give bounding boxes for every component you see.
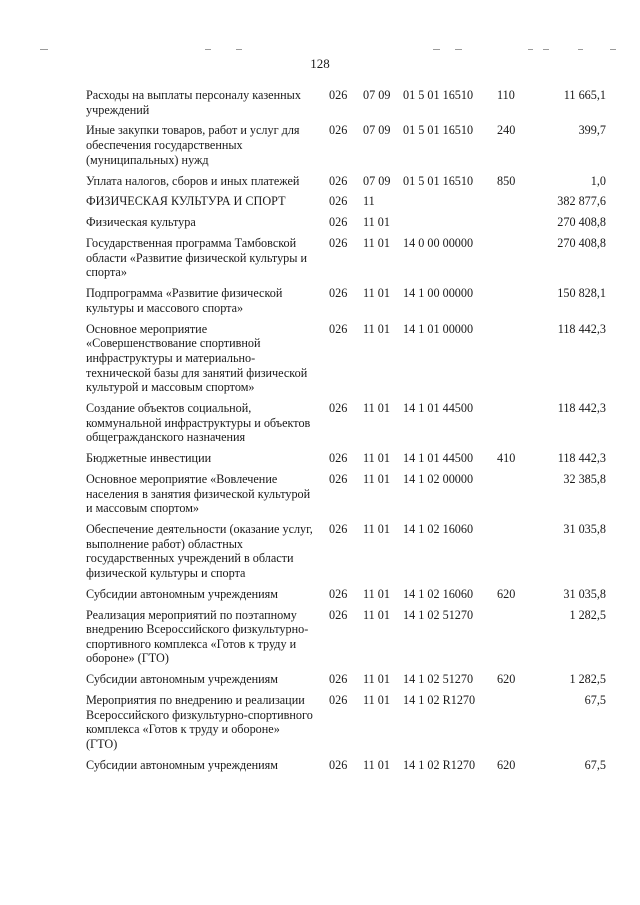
section-code: 11 01 [363, 586, 390, 601]
ministry-code: 026 [329, 451, 348, 466]
section-code: 11 01 [363, 236, 390, 251]
row-name: Субсидии автономным учреждениям [86, 757, 278, 772]
amount: 150 828,1 [557, 286, 606, 301]
scan-mark [528, 49, 533, 50]
section-code: 11 01 [363, 401, 390, 416]
expense-type-code: 410 [497, 451, 516, 466]
ministry-code: 026 [329, 607, 348, 622]
section-code: 11 01 [363, 215, 390, 230]
row-name: Государственная программа Тамбовской области «Развитие физической культуры и спорта» [86, 236, 308, 280]
section-code: 11 01 [363, 757, 390, 772]
ministry-code: 026 [329, 194, 348, 209]
article-code: 14 1 01 00000 [403, 321, 474, 336]
article-code: 14 1 02 16060 [403, 522, 474, 537]
article-code: 01 5 01 16510 [403, 88, 474, 102]
ministry-code: 026 [329, 321, 348, 336]
ministry-code: 026 [329, 173, 348, 188]
amount: 1,0 [590, 173, 606, 188]
article-code: 14 1 02 00000 [403, 472, 474, 487]
section-code: 11 01 [363, 472, 390, 487]
section-code: 11 01 [363, 451, 390, 466]
article-code: 14 1 02 51270 [403, 672, 474, 687]
amount: 67,5 [584, 693, 606, 708]
table-row [86, 451, 606, 466]
table-row [86, 286, 606, 315]
amount: 399,7 [578, 123, 606, 138]
ministry-code: 026 [329, 123, 348, 138]
row-name: Субсидии автономным учреждениям [86, 672, 278, 687]
amount: 1 282,5 [569, 672, 606, 687]
row-name: Обеспечение деятельности (оказание услуг, выполнение работ) областных государственных учреждений в области физической культуры и спорта [86, 522, 313, 580]
section-code: 07 09 [363, 123, 391, 138]
ministry-code: 026 [329, 401, 348, 416]
table-row [86, 401, 606, 445]
row-name: Физическая культура [86, 215, 196, 230]
article-code: 14 1 00 00000 [403, 286, 474, 301]
row-name: Бюджетные инвестиции [86, 451, 212, 466]
scan-mark [455, 49, 462, 50]
ministry-code: 026 [329, 88, 348, 102]
expense-type-code: 240 [497, 123, 516, 138]
article-code: 14 1 02 51270 [403, 607, 474, 622]
amount: 1 282,5 [569, 607, 606, 622]
table-row [86, 236, 606, 280]
section-code: 07 09 [363, 88, 391, 102]
expense-type-code: 850 [497, 173, 516, 188]
expense-type-code: 620 [497, 672, 516, 687]
scan-mark [543, 49, 549, 50]
row-name: Основное мероприятие «Совершенствование спортивной инфраструктуры и материально-технической базы для занятий физической культурой и массовым спортом» [86, 321, 308, 395]
row-name: Основное мероприятие «Вовлечение населения в занятия физической культурой и массовым спортом» [86, 472, 311, 516]
table-row [86, 472, 606, 516]
scan-mark [40, 49, 48, 50]
article-code: 14 1 02 16060 [403, 586, 474, 601]
table-row [86, 672, 606, 687]
scan-mark [205, 49, 211, 50]
row-name: Создание объектов социальной, коммунальной инфраструктуры и объектов общегражданского назначения [86, 401, 311, 445]
amount: 11 665,1 [563, 88, 606, 102]
amount: 31 035,8 [563, 522, 606, 537]
section-code: 11 01 [363, 672, 390, 687]
row-name: ФИЗИЧЕСКАЯ КУЛЬТУРА И СПОРТ [86, 194, 286, 209]
section-code: 11 01 [363, 607, 390, 622]
scan-mark [610, 49, 616, 50]
article-code: 14 0 00 00000 [403, 236, 474, 251]
article-code: 01 5 01 16510 [403, 123, 474, 138]
ministry-code: 026 [329, 586, 348, 601]
table-row [86, 88, 606, 117]
table-row [86, 522, 606, 580]
ministry-code: 026 [329, 472, 348, 487]
table-row [86, 693, 606, 751]
ministry-code: 026 [329, 757, 348, 772]
amount: 67,5 [584, 757, 606, 772]
table-row [86, 123, 606, 167]
table-row [86, 194, 606, 209]
article-code: 14 1 02 R1270 [403, 757, 476, 772]
table-row [86, 322, 606, 395]
ministry-code: 026 [329, 672, 348, 687]
ministry-code: 026 [329, 236, 348, 251]
amount: 32 385,8 [563, 472, 606, 487]
scan-mark [236, 49, 242, 50]
article-code: 01 5 01 16510 [403, 173, 474, 188]
expense-type-code: 110 [497, 88, 515, 102]
section-code: 07 09 [363, 173, 391, 188]
table-row [86, 608, 606, 666]
row-name: Подпрограмма «Развитие физической культуры и массового спорта» [86, 286, 283, 315]
row-name: Расходы на выплаты персоналу казенных учреждений [86, 88, 301, 117]
expense-type-code: 620 [497, 586, 516, 601]
amount: 118 442,3 [557, 401, 606, 416]
row-name: Уплата налогов, сборов и иных платежей [86, 173, 300, 188]
article-code: 14 1 01 44500 [403, 401, 474, 416]
row-name: Мероприятия по внедрению и реализации Всероссийского физкультурно-спортивного комплекса «Готов к труду и обороне» (ГТО) [86, 693, 313, 752]
article-code: 14 1 02 R1270 [403, 693, 476, 708]
scan-mark [578, 49, 583, 50]
amount: 270 408,8 [557, 236, 606, 251]
table-row [86, 174, 606, 189]
table-row [86, 587, 606, 602]
amount: 118 442,3 [557, 321, 606, 336]
ministry-code: 026 [329, 693, 348, 708]
section-code: 11 01 [363, 321, 390, 336]
ministry-code: 026 [329, 215, 348, 230]
expense-type-code: 620 [497, 757, 516, 772]
page-number: 128 [310, 56, 330, 71]
ministry-code: 026 [329, 522, 348, 537]
scan-mark [433, 49, 440, 50]
section-code: 11 01 [363, 693, 390, 708]
row-name: Иные закупки товаров, работ и услуг для обеспечения государственных (муниципальных) нужд [86, 123, 300, 167]
ministry-code: 026 [329, 286, 348, 301]
amount: 118 442,3 [557, 451, 606, 466]
row-name: Субсидии автономным учреждениям [86, 586, 278, 601]
row-name: Реализация мероприятий по поэтапному внедрению Всероссийского физкультурно-спортивного комплекса «Готов к труду и обороне» (ГТО) [86, 607, 309, 666]
section-code: 11 01 [363, 522, 390, 537]
amount: 382 877,6 [557, 194, 606, 209]
article-code: 14 1 01 44500 [403, 451, 474, 466]
table-row [86, 758, 606, 773]
amount: 270 408,8 [557, 215, 606, 230]
amount: 31 035,8 [563, 586, 606, 601]
budget-table [86, 88, 606, 779]
section-code: 11 01 [363, 286, 390, 301]
table-row [86, 215, 606, 230]
section-code: 11 [363, 194, 375, 209]
